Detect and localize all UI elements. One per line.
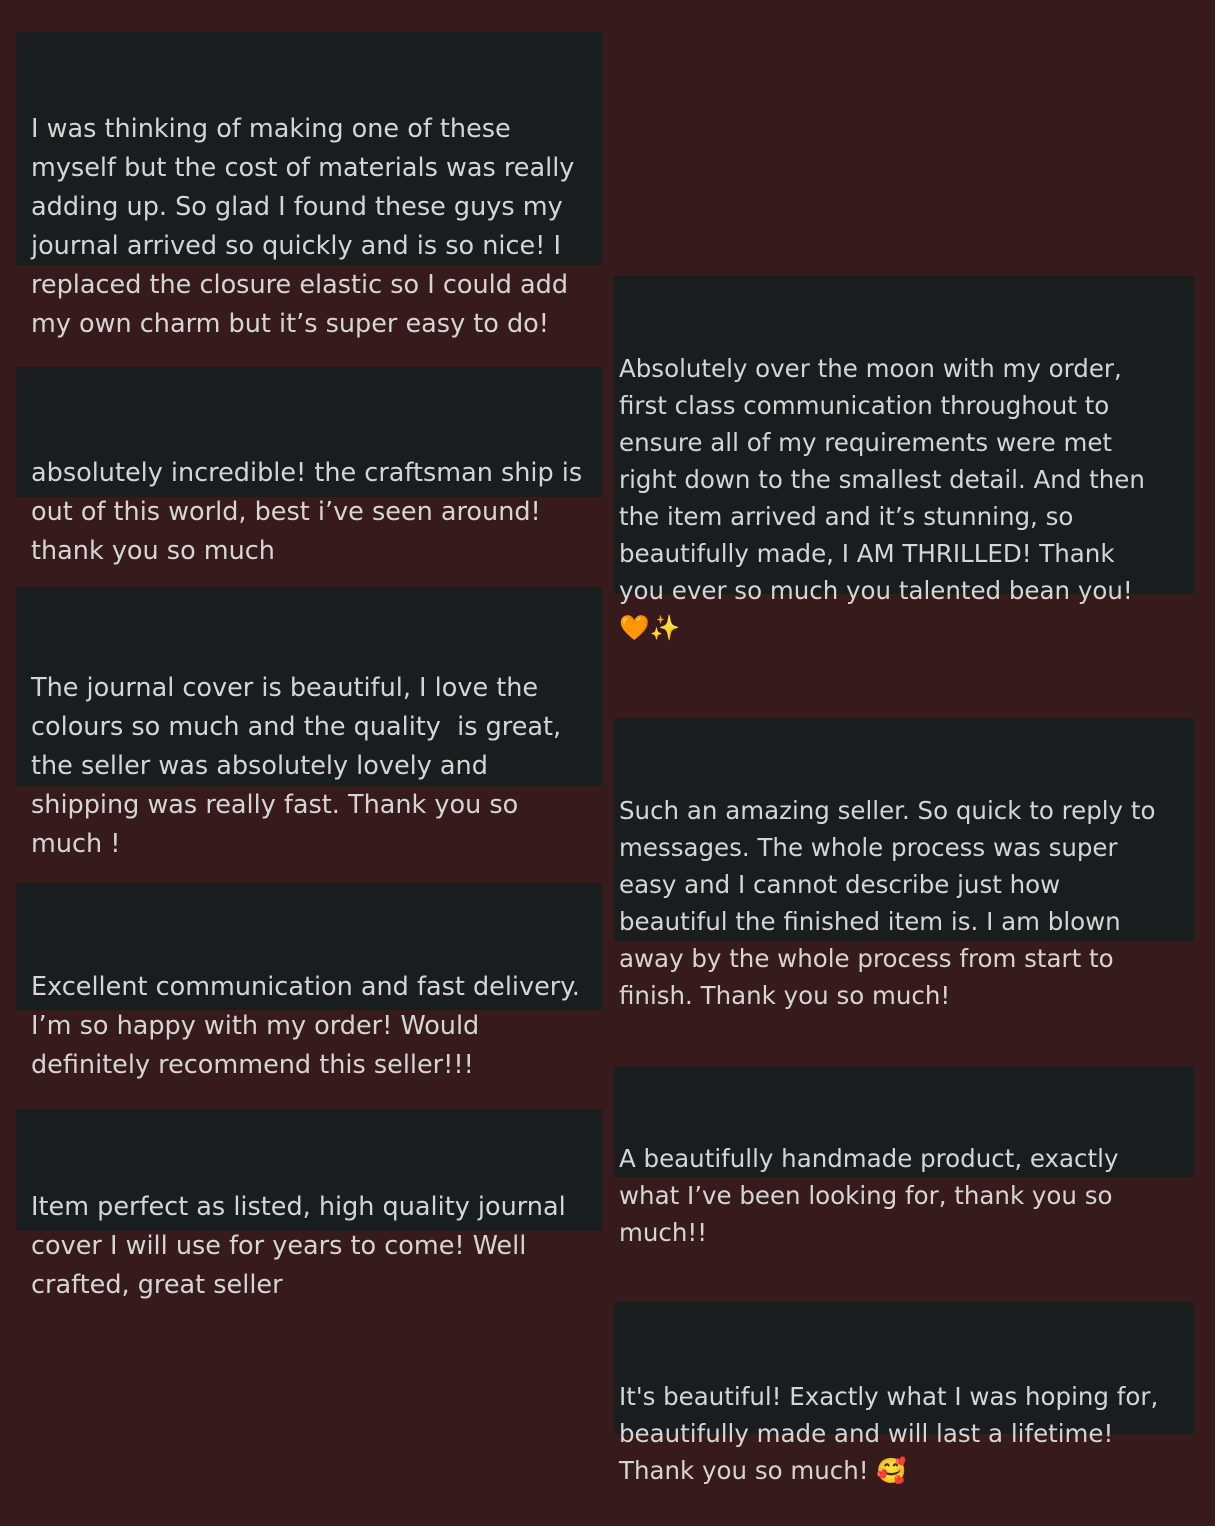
review-card: [614, 1066, 1194, 1247]
review-text: absolutely incredible! the craftsman ship is out of this world, best i’ve seen around! thank you so much: [31, 458, 583, 566]
review-card: [16, 1109, 602, 1300]
review-card: [16, 883, 602, 1080]
review-text: Excellent communication and fast delivery. I’m so happy with my order! Would definitely recommend this seller!!!: [31, 972, 580, 1080]
review-card: [16, 367, 602, 566]
review-text: Absolutely over the moon with my order, first class communication throughout to ensure all of my requirements were met right down to the smallest detail. And then the item arrived and it’s stunning, so beautifully made, I AM THRILLED! Thank you ever so much you talented bean you! 🧡✨: [619, 354, 1145, 642]
review-text: It's beautiful! Exactly what I was hoping for, beautifully made and will last a lifetime! Thank you so much! 🥰: [619, 1382, 1159, 1485]
review-text: Such an amazing seller. So quick to reply to messages. The whole process was super easy and I cannot describe just how beautiful the finished item is. I am blown away by the whole process from start to finish. Thank you so much!: [619, 796, 1156, 1010]
review-text: The journal cover is beautiful, I love the colours so much and the quality is great, the seller was absolutely lovely and shipping was really fast. Thank you so much !: [31, 673, 562, 859]
review-text: I was thinking of making one of these myself but the cost of materials was really adding up. So glad I found these guys my journal arrived so quickly and is so nice! I replaced the closure elastic so I could add my own charm but it’s super easy to do!: [31, 114, 575, 339]
review-card: [614, 1302, 1194, 1485]
review-text: Item perfect as listed, high quality journal cover I will use for years to come! Well crafted, great seller: [31, 1192, 566, 1300]
review-card: [614, 276, 1194, 642]
review-card: [614, 718, 1194, 1010]
review-card: [16, 587, 602, 859]
review-card: [16, 32, 602, 339]
review-text: A beautifully handmade product, exactly what I’ve been looking for, thank you so much!!: [619, 1144, 1119, 1247]
